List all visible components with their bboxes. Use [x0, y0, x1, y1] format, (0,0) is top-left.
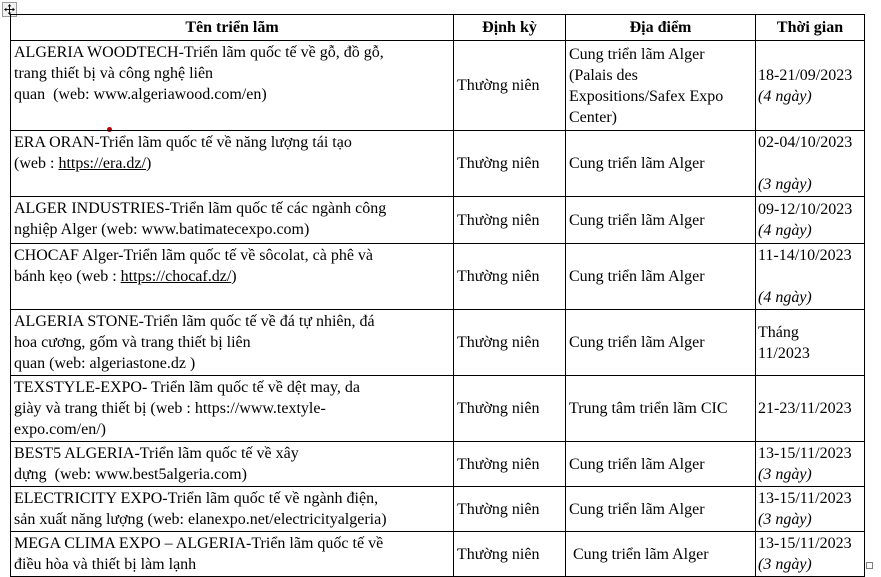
time-line: (3 ngày): [758, 556, 812, 573]
time-line: [758, 153, 863, 174]
table-row: [11, 197, 865, 244]
text-segment: ERA ORAN-Triển lãm quốc tế về năng lượng tái tạo: [14, 134, 352, 151]
header-row: [11, 15, 865, 41]
cell-location[interactable]: [566, 310, 756, 376]
cell-time[interactable]: [756, 487, 865, 532]
text-segment: quan (web: www.algeriawood.com/en): [14, 86, 267, 103]
cell-frequency[interactable]: [454, 244, 566, 310]
time-line: Tháng: [758, 323, 799, 341]
table-row: [11, 376, 865, 442]
cell-exhibition-name[interactable]: [11, 310, 454, 376]
frequency-text: Thường niên: [457, 400, 540, 417]
cell-location[interactable]: [566, 197, 756, 244]
frequency-text: Thường niên: [457, 77, 540, 94]
time-line: (4 ngày): [758, 222, 812, 239]
cell-location[interactable]: [566, 244, 756, 310]
cell-frequency[interactable]: [454, 197, 566, 244]
table-row: [11, 442, 865, 487]
header-time[interactable]: Thời gian: [756, 15, 865, 41]
text-segment: MEGA CLIMA EXPO – ALGERIA-Triển lãm quốc tế về: [14, 535, 384, 552]
cell-location[interactable]: [566, 532, 756, 577]
cell-exhibition-name[interactable]: [11, 442, 454, 487]
table-row: [11, 244, 865, 310]
table-row: [11, 532, 865, 577]
cell-location[interactable]: [566, 487, 756, 532]
time-line: (3 ngày): [758, 511, 812, 528]
time-line: (4 ngày): [758, 87, 812, 105]
table-row: [11, 131, 865, 197]
cell-location[interactable]: [566, 131, 756, 197]
table-resize-handle[interactable]: [866, 562, 873, 569]
time-line: 13-15/11/2023: [758, 445, 852, 462]
cell-time[interactable]: [756, 310, 865, 376]
cell-exhibition-name[interactable]: [11, 487, 454, 532]
frequency-text: Thường niên: [457, 334, 540, 351]
cell-time[interactable]: [756, 41, 865, 131]
text-segment: trang thiết bị và công nghệ liên: [14, 65, 214, 82]
header-frequency[interactable]: Định kỳ: [454, 15, 566, 41]
time-line: 02-04/10/2023: [758, 134, 853, 151]
text-segment: ALGER INDUSTRIES-Triển lãm quốc tế các ngành công: [14, 200, 387, 217]
text-segment: expo.com/en/): [14, 421, 106, 438]
text-segment: TEXSTYLE-EXPO- Triển lãm quốc tế về dệt may, da: [14, 379, 361, 396]
text-segment: Cung triển lãm Alger: [569, 500, 705, 518]
hyperlink-text[interactable]: https://era.dz/: [58, 155, 146, 172]
table-row: [11, 41, 865, 131]
time-line: (3 ngày): [758, 176, 812, 193]
text-segment: ALGERIA WOODTECH-Triển lãm quốc tế về gỗ, đồ gỗ,: [14, 44, 384, 61]
text-segment: CHOCAF Alger-Triển lãm quốc tế về sôcolat, cà phê và: [14, 247, 374, 264]
frequency-text: Thường niên: [457, 500, 540, 518]
frequency-text: Thường niên: [457, 268, 540, 285]
text-segment: Expositions/Safex Expo: [569, 87, 724, 105]
time-line: 21-23/11/2023: [758, 400, 852, 417]
cell-exhibition-name[interactable]: [11, 41, 454, 131]
header-location[interactable]: Địa điểm: [566, 15, 756, 41]
cell-exhibition-name[interactable]: [11, 376, 454, 442]
text-segment: (Palais des: [569, 66, 638, 84]
hyperlink-text[interactable]: https://chocaf.dz/: [120, 268, 232, 285]
cell-frequency[interactable]: [454, 310, 566, 376]
cell-exhibition-name[interactable]: [11, 532, 454, 577]
text-segment: ALGERIA STONE-Triển lãm quốc tế về đá tự nhiên, đá: [14, 313, 375, 330]
frequency-text: Thường niên: [457, 455, 540, 473]
text-segment: ): [145, 155, 152, 172]
frequency-text: Thường niên: [457, 211, 540, 229]
text-segment: hoa cương, gốm và trang thiết bị liên: [14, 334, 251, 351]
table-row: [11, 487, 865, 532]
exhibitions-table: [10, 14, 865, 577]
text-segment: Cung triển lãm Alger: [569, 268, 705, 285]
cell-time[interactable]: [756, 244, 865, 310]
time-line: 18-21/09/2023: [758, 66, 853, 84]
frequency-text: Thường niên: [457, 545, 540, 563]
text-segment: ELECTRICITY EXPO-Triển lãm quốc tế về ngành điện,: [14, 490, 379, 507]
text-segment: nghiệp Alger (web: www.batimatecexpo.com): [14, 221, 310, 238]
cell-frequency[interactable]: [454, 376, 566, 442]
time-line: 11/2023: [758, 344, 810, 362]
text-segment: Cung triển lãm Alger: [569, 455, 705, 473]
cell-time[interactable]: [756, 442, 865, 487]
time-line: (3 ngày): [758, 466, 812, 483]
text-segment: Cung triển lãm Alger: [569, 545, 709, 563]
exhibitions-tbody: [11, 41, 865, 577]
text-segment: bánh kẹo (web :: [14, 268, 121, 285]
text-segment: ): [231, 268, 237, 285]
cell-location[interactable]: [566, 442, 756, 487]
text-segment: (web :: [14, 155, 59, 172]
text-segment: quan (web: algeriastone.dz ): [14, 355, 196, 372]
table-row: [11, 310, 865, 376]
frequency-text: Thường niên: [457, 155, 540, 172]
text-segment: Cung triển lãm Alger: [569, 45, 705, 63]
text-segment: BEST5 ALGERIA-Triển lãm quốc tế về xây: [14, 445, 299, 462]
text-segment: Cung triển lãm Alger: [569, 334, 705, 351]
time-line: 13-15/11/2023: [758, 490, 852, 507]
text-segment: Trung tâm triển lãm CIC: [569, 400, 728, 417]
time-line: (4 ngày): [758, 289, 812, 306]
cell-exhibition-name[interactable]: [11, 244, 454, 310]
time-line: [758, 266, 863, 287]
cell-frequency[interactable]: [454, 487, 566, 532]
cell-time[interactable]: [756, 131, 865, 197]
text-segment: dựng (web: www.best5algeria.com): [14, 466, 247, 483]
cell-frequency[interactable]: [454, 532, 566, 577]
time-line: 09-12/10/2023: [758, 201, 853, 218]
cell-time[interactable]: [756, 197, 865, 244]
cell-location[interactable]: [566, 376, 756, 442]
text-segment: sản xuất năng lượng (web: elanexpo.net/electricityalgeria): [14, 511, 387, 528]
time-line: 11-14/10/2023: [758, 247, 852, 264]
text-segment: điều hòa và thiết bị làm lạnh: [14, 556, 197, 573]
header-exhibition-name[interactable]: Tên triển lãm: [11, 15, 454, 41]
cell-time[interactable]: [756, 376, 865, 442]
cell-exhibition-name[interactable]: [11, 197, 454, 244]
text-segment: giày và trang thiết bị (web : https://www.textyle-: [14, 400, 326, 417]
text-segment: Cung triển lãm Alger: [569, 211, 705, 229]
cell-location[interactable]: [566, 41, 756, 131]
cell-exhibition-name[interactable]: [11, 131, 454, 197]
cell-time[interactable]: [756, 532, 865, 577]
cell-frequency[interactable]: [454, 442, 566, 487]
cell-frequency[interactable]: [454, 131, 566, 197]
time-line: 13-15/11/2023: [758, 535, 852, 552]
text-segment: Center): [569, 108, 617, 126]
cell-frequency[interactable]: [454, 41, 566, 131]
text-segment: Cung triển lãm Alger: [569, 155, 705, 172]
